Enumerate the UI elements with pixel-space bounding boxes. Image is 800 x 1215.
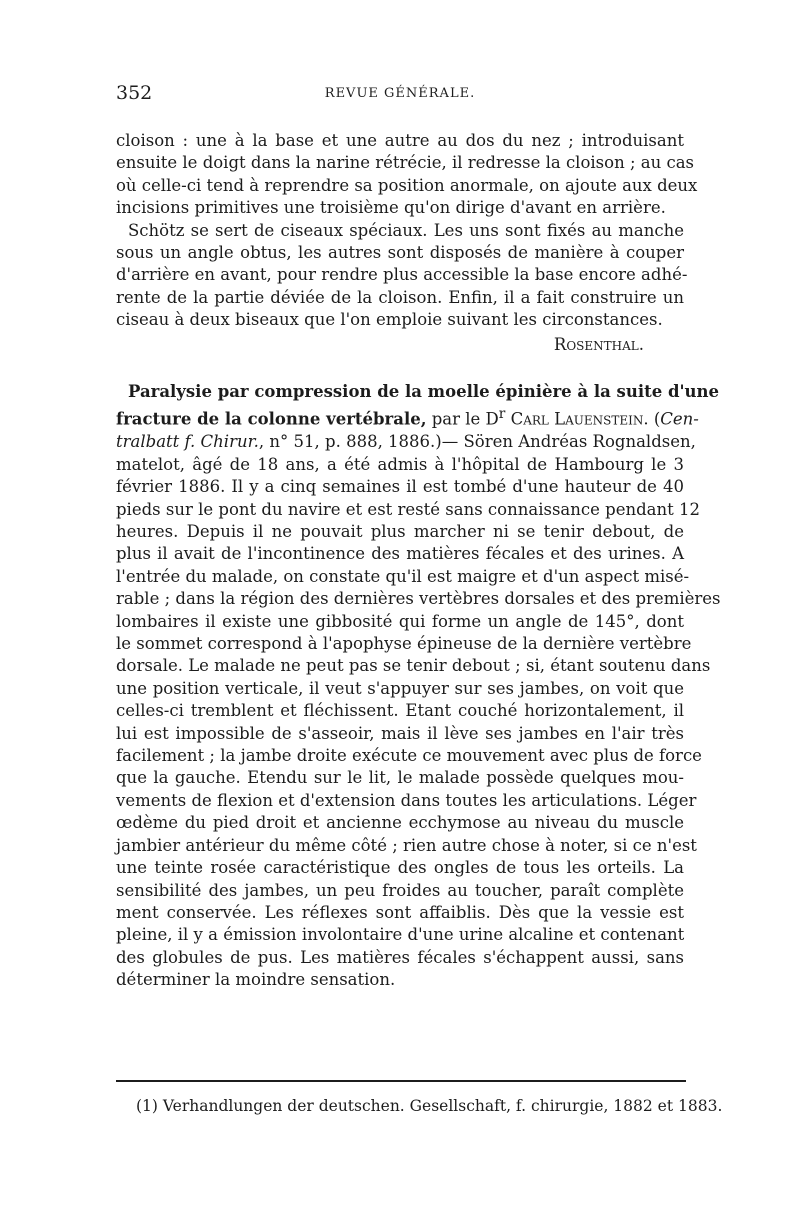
text-line: rente de la partie déviée de la cloison. Enfin, il a fait construire un — [116, 287, 684, 307]
paragraph-cloison — [116, 130, 698, 220]
text-line: le sommet correspond à l'apophyse épineuse de la dernière vertèbre — [116, 634, 692, 654]
text-line: pleine, il y a émission involontaire d'une urine alcaline et contenant — [116, 925, 685, 945]
running-head: REVUE GÉNÉRALE. — [324, 86, 476, 101]
text-line: cloison : une à la base et une autre au dos du nez ; introduisant — [116, 131, 684, 150]
text-line: des globules de pus. Les matières fécales s'échappent aussi, sans — [116, 947, 684, 967]
text-line: vements de flexion et d'extension dans toutes les articulations. Léger — [116, 790, 697, 810]
text-line: février 1886. Il y a cinq semaines il est tombé d'une hauteur de 40 — [116, 477, 684, 497]
text-line: ensuite le doigt dans la narine rétrécie, il redresse la cloison ; au cas — [116, 153, 694, 173]
footnote: (1) Verhandlungen der deutschen. Gesellschaft, f. chirurgie, 1882 et 1883. — [136, 1097, 723, 1115]
journal-name: Cen- — [660, 409, 699, 429]
text-line: sensibilité des jambes, un peu froides au toucher, paraît complète — [116, 880, 684, 900]
article-author: Carl Lauenstein. — [505, 409, 649, 429]
article-title-line — [116, 403, 699, 431]
text-line: Schötz se sert de ciseaux spéciaux. Les uns sont fixés au manche — [128, 220, 684, 240]
text-line: lui est impossible de s'asseoir, mais il lève ses jambes en l'air très — [116, 723, 684, 743]
text-line: où celle-ci tend à reprendre sa position anormale, on ajoute aux deux — [116, 175, 698, 195]
byline: par le D — [426, 409, 499, 429]
text-line: l'entrée du malade, on constate qu'il est maigre et d'un aspect misé- — [116, 566, 690, 586]
text-line: lombaires il existe une gibbosité qui forme un angle de 145°, dont — [116, 611, 684, 631]
citation-details: , n° 51, p. 888, 1886.)— Sören Andréas Rognaldsen, — [258, 432, 696, 452]
text-line: ment conservée. Les réflexes sont affaiblis. Dès que la vessie est — [116, 902, 684, 922]
text-line: que la gauche. Etendu sur le lit, le malade possède quelques mou- — [116, 768, 684, 788]
footnote-rule — [116, 1080, 686, 1082]
text-line: celles-ci tremblent et fléchissent. Etant couché horizontalement, il — [116, 701, 684, 721]
author-signature: Rosenthal. — [553, 334, 644, 354]
paragraph-schotz — [116, 220, 688, 356]
text-line: dorsale. Le malade ne peut pas se tenir debout ; si, étant soutenu dans — [116, 656, 711, 676]
text-line: d'arrière en avant, pour rendre plus accessible la base encore adhé- — [116, 265, 688, 285]
body-text — [116, 130, 721, 992]
text-line: une position verticale, il veut s'appuyer sur ses jambes, on voit que — [116, 678, 684, 698]
text-line: facilement ; la jambe droite exécute ce mouvement avec plus de force — [116, 746, 702, 766]
text-line: ciseau à deux biseaux que l'on emploie suivant les circonstances. — [116, 310, 663, 330]
section-gap — [116, 356, 684, 381]
page-header — [116, 82, 684, 110]
text-line: heures. Depuis il ne pouvait plus marcher ni se tenir debout, de — [116, 522, 684, 541]
byline-superscript: r — [498, 406, 506, 423]
text-line: œdème du pied droit et ancienne ecchymose au niveau du muscle — [116, 813, 684, 833]
text-line: plus il avait de l'incontinence des matières fécales et des urines. A — [116, 544, 684, 564]
article-title-line — [116, 381, 720, 403]
text-line: matelot, âgé de 18 ans, a été admis à l'hôpital de Hambourg le 3 — [116, 454, 684, 474]
journal-name: tralbatt f. Chirur. — [116, 432, 259, 452]
article-title: Paralysie par compression de la moelle épinière à la suite d'une — [128, 382, 720, 402]
text-line: pieds sur le pont du navire et est resté sans connaissance pendant 12 — [116, 499, 700, 519]
citation-open: ( — [648, 409, 661, 429]
text-line: une teinte rosée caractéristique des ongles de tous les orteils. La — [116, 858, 684, 878]
text-line: rable ; dans la région des dernières vertèbres dorsales et des premières — [116, 589, 721, 609]
page-number: 352 — [116, 82, 153, 104]
article-paralysie — [116, 381, 721, 991]
text-line: jambier antérieur du même côté ; rien autre chose à noter, si ce n'est — [116, 835, 697, 855]
text-line: déterminer la moindre sensation. — [116, 970, 396, 990]
text-line: sous un angle obtus, les autres sont disposés de manière à couper — [116, 243, 684, 263]
citation-line — [116, 431, 696, 453]
text-line: incisions primitives une troisième qu'on dirige d'avant en arrière. — [116, 198, 666, 218]
article-title: fracture de la colonne vertébrale, — [116, 409, 427, 429]
